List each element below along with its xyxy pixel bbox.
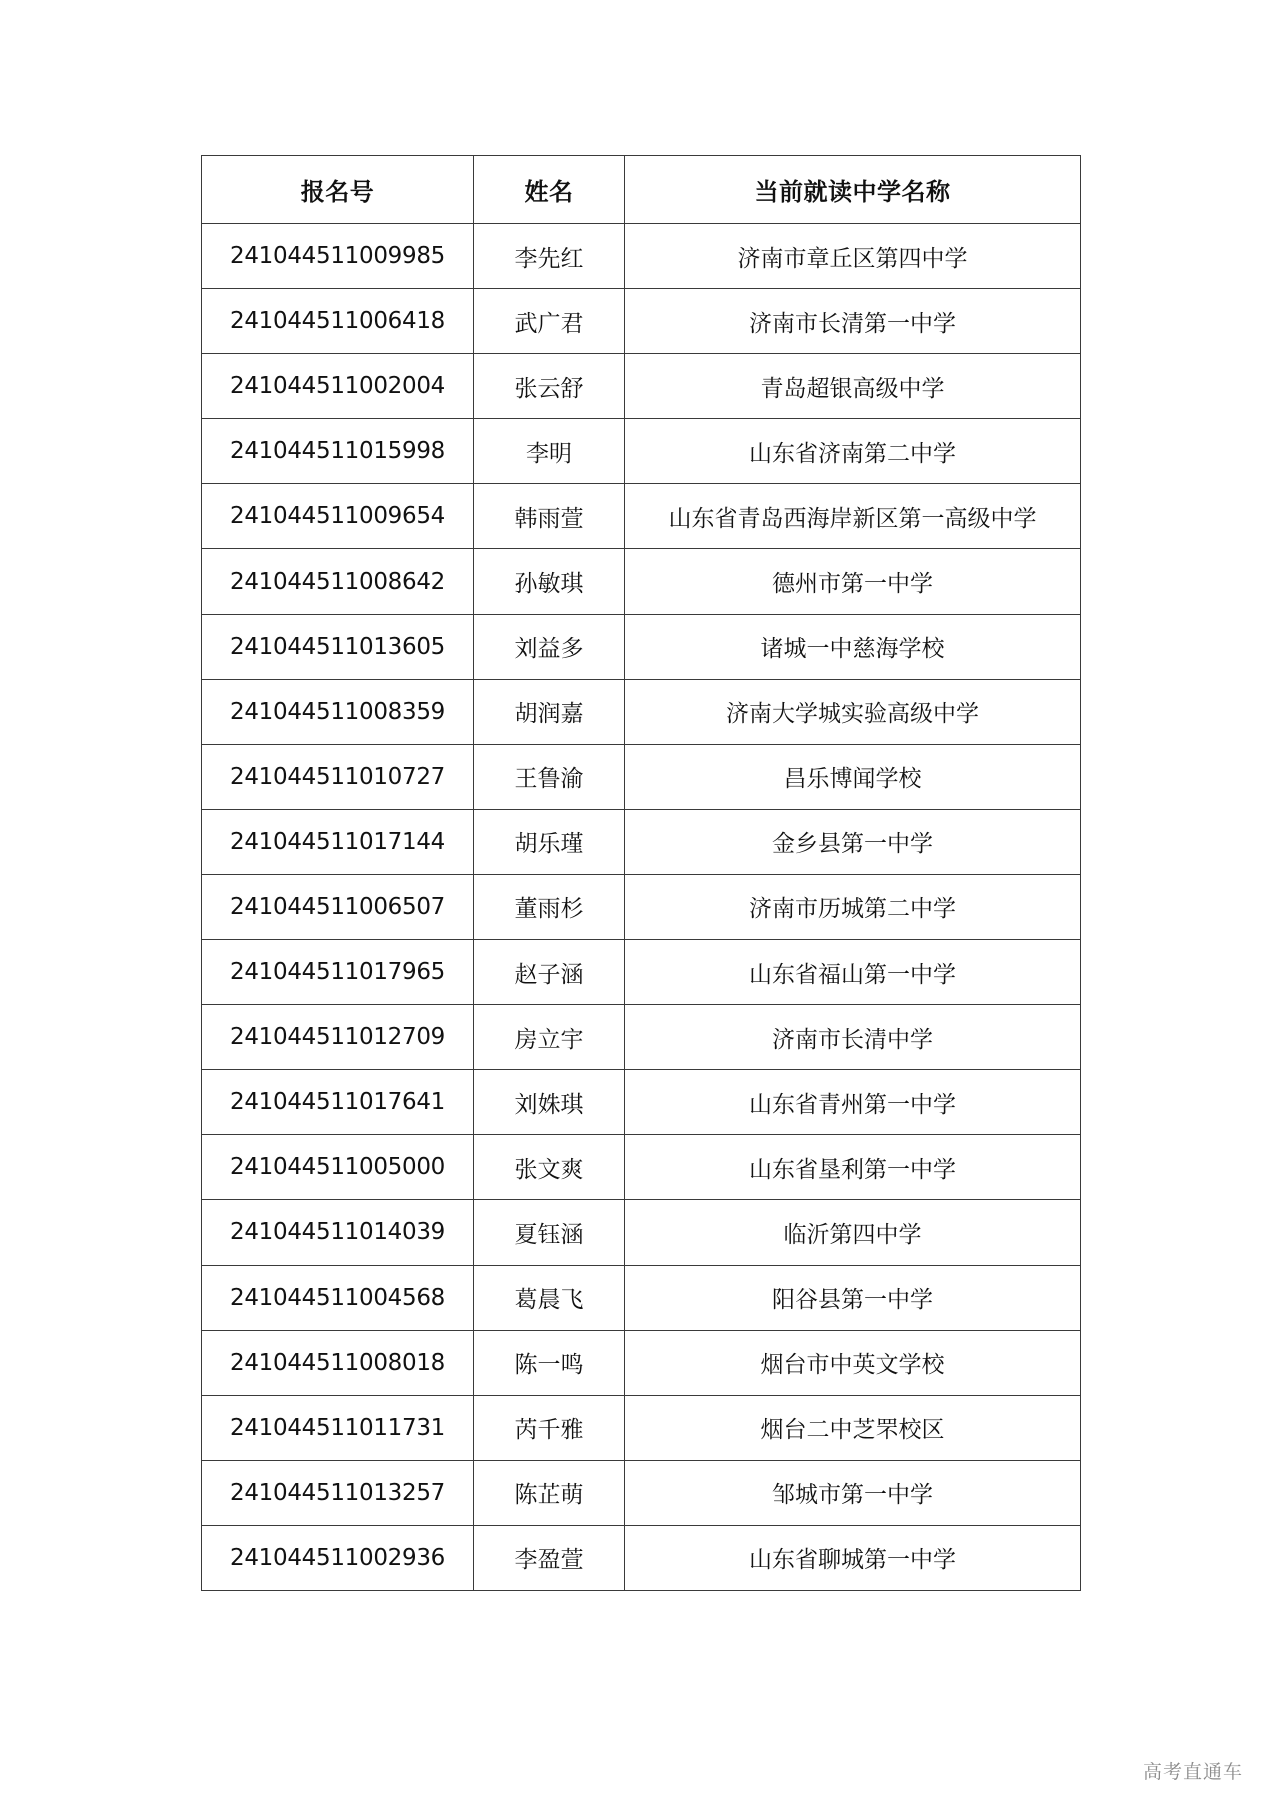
cell-school: 山东省福山第一中学 [625,940,1081,1005]
table-row [202,1005,1081,1070]
cell-name: 李先红 [474,224,625,289]
table-row [202,354,1081,419]
cell-reg-no: 241044511008018 [202,1330,474,1395]
cell-school: 济南大学城实验高级中学 [625,679,1081,744]
cell-school: 山东省青州第一中学 [625,1070,1081,1135]
cell-name: 武广君 [474,289,625,354]
cell-reg-no: 241044511006507 [202,874,474,939]
cell-reg-no: 241044511004568 [202,1265,474,1330]
cell-name: 胡乐瑾 [474,809,625,874]
cell-name: 陈一鸣 [474,1330,625,1395]
cell-school: 青岛超银高级中学 [625,354,1081,419]
cell-name: 赵子涵 [474,940,625,1005]
cell-school: 烟台市中英文学校 [625,1330,1081,1395]
cell-name: 芮千雅 [474,1395,625,1460]
table-row [202,549,1081,614]
table-row [202,419,1081,484]
cell-school: 济南市长清中学 [625,1005,1081,1070]
table-row [202,874,1081,939]
cell-name: 李明 [474,419,625,484]
table-row [202,679,1081,744]
table-row [202,224,1081,289]
cell-reg-no: 241044511012709 [202,1005,474,1070]
table-row [202,1460,1081,1525]
cell-school: 临沂第四中学 [625,1200,1081,1265]
cell-school: 山东省垦利第一中学 [625,1135,1081,1200]
cell-school: 德州市第一中学 [625,549,1081,614]
header-school: 当前就读中学名称 [625,156,1081,224]
cell-reg-no: 241044511015998 [202,419,474,484]
cell-school: 诸城一中慈海学校 [625,614,1081,679]
cell-school: 昌乐博闻学校 [625,744,1081,809]
cell-reg-no: 241044511005000 [202,1135,474,1200]
header-name: 姓名 [474,156,625,224]
table-row [202,1395,1081,1460]
cell-school: 山东省聊城第一中学 [625,1525,1081,1590]
cell-reg-no: 241044511013257 [202,1460,474,1525]
cell-reg-no: 241044511013605 [202,614,474,679]
cell-name: 董雨杉 [474,874,625,939]
cell-school: 邹城市第一中学 [625,1460,1081,1525]
cell-reg-no: 241044511002004 [202,354,474,419]
cell-reg-no: 241044511006418 [202,289,474,354]
cell-name: 葛晨飞 [474,1265,625,1330]
cell-reg-no: 241044511002936 [202,1525,474,1590]
table-row [202,744,1081,809]
cell-reg-no: 241044511008359 [202,679,474,744]
watermark: 高考直通车 [1143,1761,1244,1783]
cell-school: 山东省济南第二中学 [625,419,1081,484]
cell-reg-no: 241044511017144 [202,809,474,874]
table-row [202,1265,1081,1330]
cell-reg-no: 241044511011731 [202,1395,474,1460]
table-row [202,289,1081,354]
cell-name: 胡润嘉 [474,679,625,744]
cell-reg-no: 241044511010727 [202,744,474,809]
cell-school: 阳谷县第一中学 [625,1265,1081,1330]
cell-name: 房立宇 [474,1005,625,1070]
table-row [202,614,1081,679]
cell-name: 刘益多 [474,614,625,679]
table-row [202,1135,1081,1200]
cell-name: 张云舒 [474,354,625,419]
cell-school: 金乡县第一中学 [625,809,1081,874]
table-header-row [202,156,1081,224]
table-row [202,1200,1081,1265]
table-row [202,1070,1081,1135]
cell-reg-no: 241044511014039 [202,1200,474,1265]
cell-name: 孙敏琪 [474,549,625,614]
cell-name: 张文爽 [474,1135,625,1200]
cell-school: 烟台二中芝罘校区 [625,1395,1081,1460]
admission-list-table [201,155,1081,1591]
table-row [202,484,1081,549]
cell-school: 济南市长清第一中学 [625,289,1081,354]
cell-name: 韩雨萱 [474,484,625,549]
cell-name: 李盈萱 [474,1525,625,1590]
cell-school: 山东省青岛西海岸新区第一高级中学 [625,484,1081,549]
cell-name: 刘姝琪 [474,1070,625,1135]
cell-name: 夏钰涵 [474,1200,625,1265]
cell-name: 王鲁渝 [474,744,625,809]
cell-reg-no: 241044511017641 [202,1070,474,1135]
cell-name: 陈芷萌 [474,1460,625,1525]
header-reg-no: 报名号 [202,156,474,224]
cell-reg-no: 241044511017965 [202,940,474,1005]
table-row [202,1525,1081,1590]
cell-reg-no: 241044511009654 [202,484,474,549]
table-row [202,940,1081,1005]
cell-reg-no: 241044511008642 [202,549,474,614]
cell-school: 济南市章丘区第四中学 [625,224,1081,289]
table-row [202,809,1081,874]
cell-reg-no: 241044511009985 [202,224,474,289]
table-row [202,1330,1081,1395]
cell-school: 济南市历城第二中学 [625,874,1081,939]
